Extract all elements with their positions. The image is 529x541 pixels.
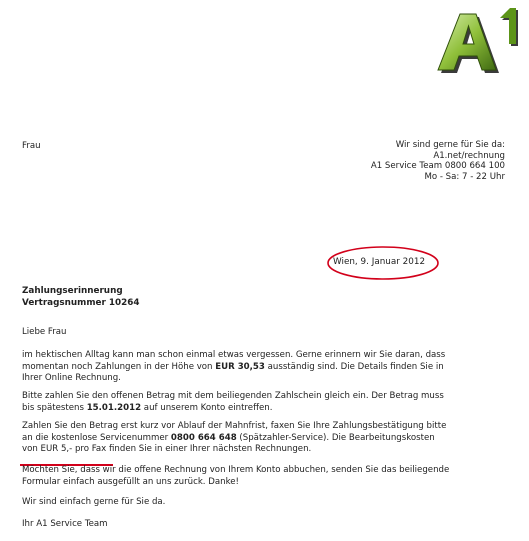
date-annotation (325, 244, 441, 284)
greeting: Liebe Frau (22, 327, 67, 337)
letter-date: Wien, 9. Januar 2012 (333, 257, 426, 267)
contact-line: A1 Service Team 0800 664 100 (370, 161, 505, 171)
signoff: Ihr A1 Service Team (22, 519, 108, 529)
contact-line: A1.net/rechnung (433, 150, 505, 161)
subject-block (22, 285, 139, 309)
due-date: 15.01.2012 (86, 402, 142, 413)
contract-number: Vertragsnummer 10264 (22, 298, 140, 308)
contact-line: Mo - Sa: 7 - 22 Uhr (424, 171, 505, 182)
contact-block (371, 140, 505, 182)
paragraph-4: Möchten Sie, dass wir die offene Rechnung von Ihrem Konto abbuchen, senden Sie das beiliegende Formular einfach ausgefüllt an uns zurück. Danke! (22, 465, 450, 487)
paragraph-1: im hektischen Alltag kann man schon einmal etwas vergessen. Gerne erinnern wir Sie daran, dass momentan noch Zahlungen in der Höhe von EUR 30,53 ausständig sind. Die Details finden Sie in Ihrer Online Rechnung. (22, 350, 446, 383)
paragraph-5: Wir sind einfach gerne für Sie da. (22, 497, 166, 507)
recipient-salutation: Frau (22, 141, 41, 151)
a1-logo (430, 4, 526, 76)
paragraph-2: Bitte zahlen Sie den offenen Betrag mit dem beiliegenden Zahlschein gleich ein. Der Betrag muss bis spätestens 15.01.2012 auf unserem Konto eintreffen. (22, 391, 444, 413)
amount-due: EUR 30,53 (215, 361, 265, 372)
subject-title: Zahlungserinnerung (22, 286, 123, 296)
paragraph-3: Zahlen Sie den Betrag erst kurz vor Ablauf der Mahnfrist, faxen Sie Ihre Zahlungsbestätigung bitte an die kostenlose Servicenummer 0800 664 648 (Spätzahler-Service). Die Bearbeitungskosten von EUR 5,- pro Fax finden Sie in einer Ihrer nächsten Rechnungen. (22, 421, 447, 454)
contact-line: Wir sind gerne für Sie da: (395, 140, 505, 150)
service-number: 0800 664 648 (170, 432, 237, 443)
